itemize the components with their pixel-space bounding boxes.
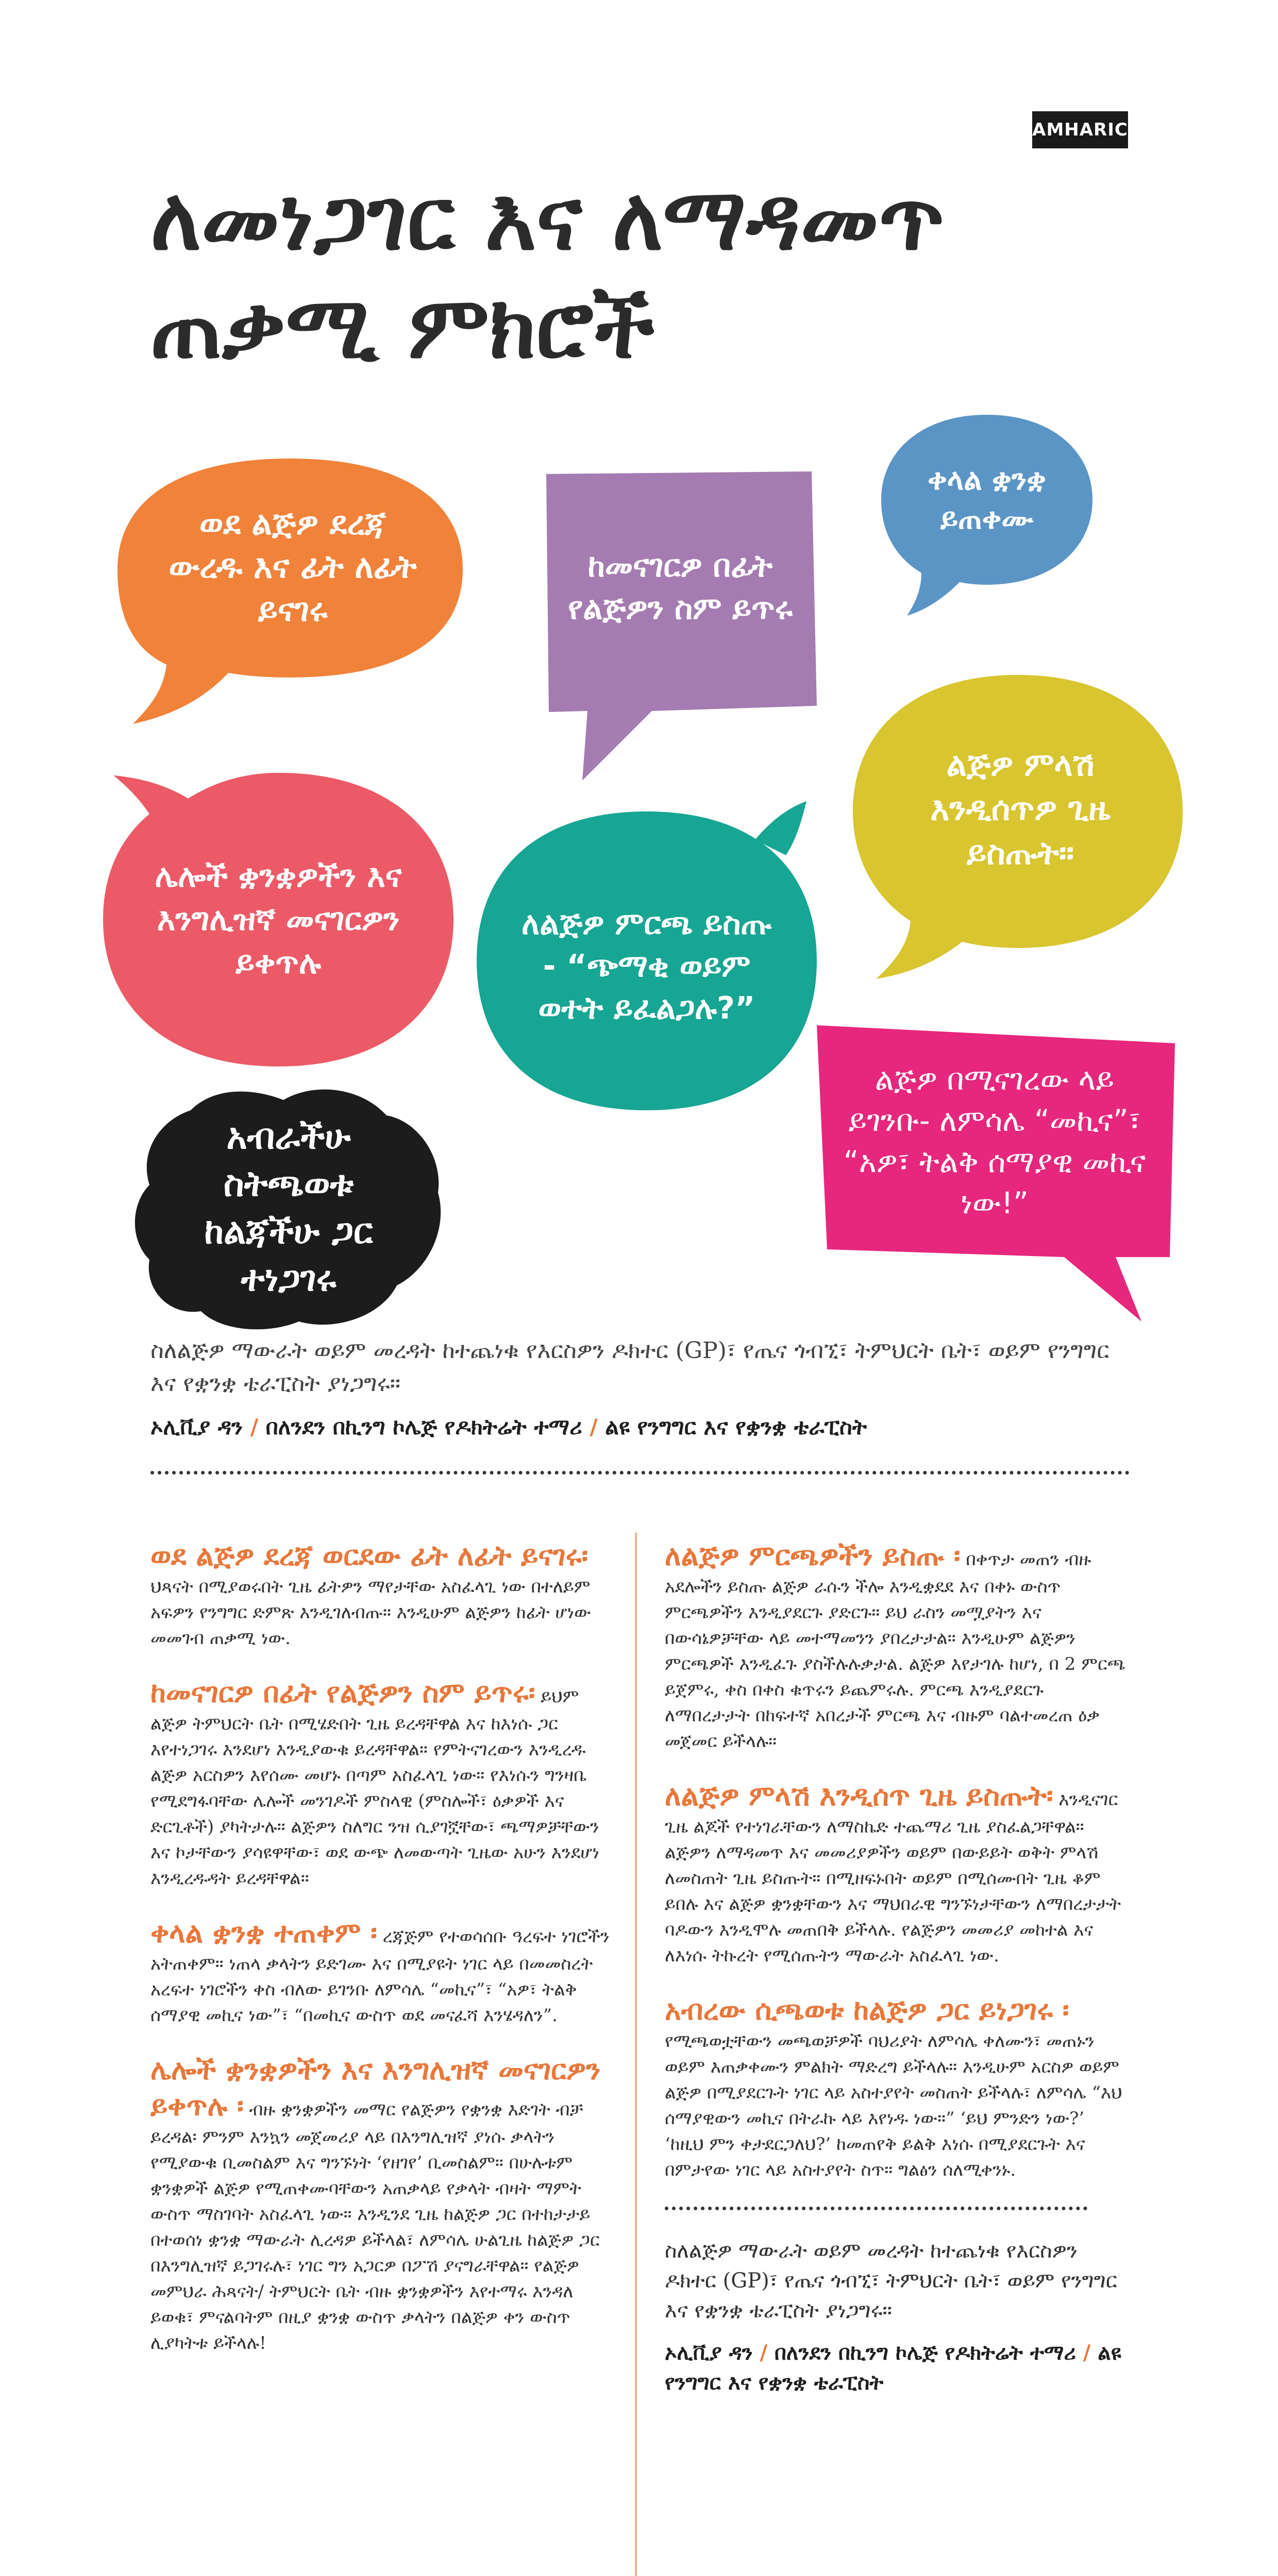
tip-give-choices: [665, 1538, 1129, 1754]
outro-author: [665, 2338, 1129, 2398]
outro-text: ስለልጅዎ ማውራት ወይም መረዳት ከተጨነቁ የእርስዎን ዶክተር (GP)፣ የጤና ጎብኚ፣ ትምህርት ቤት፣ ወይም የንግግር እና የቋንቋ ቴራፒስት ያነጋግሩ።: [665, 2239, 1117, 2323]
separator: /: [590, 1414, 606, 1439]
tip-heading: ለልጅዎ ምርጫዎችን ይስጡ ፡: [665, 1539, 961, 1572]
tip-heading: ወደ ልጅዎ ደረጃ ወርደው ፊት ለፊት ይናገሩ፡: [150, 1539, 588, 1572]
page-title: [150, 165, 1130, 381]
title-line-2: ጠቃሚ ምክሮች: [150, 277, 655, 378]
tip-talk-while-play: [665, 1992, 1129, 2183]
tip-say-name: [150, 1675, 614, 1891]
bubble-build-on-words-text: ልጅዎ በሚናገረው ላይ ይገንቡ- ለምሳሌ “መኪና”፣ “አዎ፣ ትልቅ ሰማያዊ መኪና ነው!”: [843, 1062, 1146, 1221]
author-name: ኦሊቪያ ዳን: [665, 2341, 753, 2365]
title-line-1: ለመነጋገር እና ለማዳመጥ: [150, 168, 945, 269]
bubble-say-name: [533, 464, 825, 788]
bubble-talk-while-play-text: አብራችሁ ስትጫወቱ ከልጃችሁ ጋር ተነጋገሩ: [204, 1116, 373, 1299]
tips-right-column: [665, 1538, 1129, 2398]
bubble-talk-while-play: [129, 1074, 448, 1342]
tip-body: ብዙ ቋንቋዎችን መማር የልጅዎን የቋንቋ እድገት ብቻ ይረዳል፡ ምንም እንኳን መጀመሪያ ላይ በእንግሊዝኛ ያነሱ ቃላትን የሚያውቁ ቢመስልም እና ግንኙነት ‘የዘገየ’ ቢመስልም። በሁሉቱም ቋንቋዎች ልጅዎ የሚጠቀሙባቸውን አጠቃላይ የቃላት ብዛት ማምት ውስጥ ማስገባት አስፈላጊ ነው። እንዲንደ ጊዜ ከልጅዎ ጋር በተከታታይ በተወሰነ ቋንቋ ማውራት ሊረዳዎ ይችላል፣ ለምሳሌ ሁልጊዜ ከልጅዎ ጋር በእንግሊዝኛ ይጋገሩሉ፣ ነገር ግን አጋርዎ በፖሽ ያናግራቸዋል። የልጅዎ መምህራ ሕጻናት/ ትምህርት ቤት ብዙ ቋንቋዎችን እየተማሩ እንዳለ ይወቁ፣ ምናልባትም በዚያ ቋንቋ ውስጥ ቃላትን በልጅዎ ቀን ውስጥ ሊያካትቱ ይችላሉ!: [150, 2099, 600, 2353]
tip-heading: ሌሎች ቋንቋዎችን እና እንግሊዝኛ መናገርዎን ይቀጥሉ ፡: [150, 2054, 601, 2122]
tip-heading: ቀላል ቋንቋ ተጠቀም ፡: [150, 1917, 377, 1949]
author-role-2: ልዩ የንግግር እና የቋንቋ ቴራፒስት: [665, 2341, 1121, 2395]
tip-body: ህጻናት በሚያወሩበት ጊዜ ፊትዎን ማየታቸው አስፈላጊ ነው በተለይም አፍዎን የንግግር ድምጽ እንዲገለብጡ። እንዲሁም ልጅዎን ከፊት ሆነው መመገብ ጠቃሚ ነው.: [150, 1577, 591, 1649]
language-badge: AMHARIC: [1032, 111, 1128, 148]
author-role-1: በለንደን በኪንግ ኮሌጅ የዶክትሬት ተማሪ: [265, 1414, 582, 1439]
tip-heading: ከመናገርዎ በፊት የልጅዎን ስም ይጥሩ፡: [150, 1676, 535, 1709]
author-name: ኦሊቪያ ዳን: [150, 1414, 243, 1439]
tip-other-languages: [150, 2052, 614, 2356]
bubble-give-choice-text: ለልጅዎ ምርጫ ይስጡ - “ጭማቂ ወይም ወተት ይፈልጋሉ?”: [522, 906, 772, 1026]
bubble-face-to-face-text: ወደ ልጅዎ ደረጃ ውረዱ እና ፊት ለፊት ይናገሩ: [169, 504, 417, 629]
tip-body: ይህም ልጅዎ ትምህርት ቤት በሚሄድበት ጊዜ ይረዳቸዋል እና ከእነሱ ጋር እየተነጋገሩ እንደሆነ እንዲያውቁ ይረዳቸዋል። የምትናገረውን እንዲረዱ ልጅዎ አርስዎን እየሰሙ መሆኑ በጣም አስፈላጊ ነው። የእነሱን ግንዛቤ የሚደግፋባቸው ሌሎች መንገዶች ምስላዊ (ምስሎች፣ ዕቃዎች እና ድርጊቶች) ያካትታሉ። ልጅዎን ስለግር ንዝ ሲያገኟቸው፣ ጫማዎቻቸውን እና ኮታቸውን ያሳዩዋቸው፣ ወደ ውጭ ለመውጣት ጊዜው አሁን እንደሆነ እንዲረዱዳት ይረዳቸዋል።: [150, 1686, 599, 1889]
bubble-say-name-text: ከመናገርዎ በፊት የልጅዎን ስም ይጥሩ: [568, 548, 793, 626]
bubble-build-on-words: [806, 1015, 1183, 1324]
divider: [150, 1471, 1130, 1475]
author-role-1: በለንደን በኪንግ ኮሌጅ የዶክትሬት ተማሪ: [775, 2341, 1076, 2365]
bubble-give-choice: [466, 791, 827, 1131]
tip-body: የሚጫወቷቸውን መጫወቻዎች ባህሪያት ለምሳሌ ቀለሙን፣ መጠኑን ወይም እጠቃቀሙን ምልክት ማድረግ ይችላሉ። እንዲሁም አርስዎ ወይም ልጅዎ በሚያደርጉት ነገር ላይ አስተያየት መስጠት ይችላሉ፣ ለምሳሌ “እህ ሰማያዊውን መኪና በትራኩ ላይ እየነዱ ነው።” ‘ይህ ምንድን ነው?’ ‘ከዚህ ምን ቀታደርጋለህ?’ ከመጠየቅ ይልቅ እነሱ በሚያደርጉት እና በምታየው ነገር ላይ አስተያየት ስጥ። ግልፅን ሰለሚቀንኑ.: [665, 2031, 1122, 2180]
divider: [665, 2207, 1087, 2210]
bubble-face-to-face: [112, 443, 468, 732]
bubble-simple-language-text: ቀላል ቋንቋ ይጠቀሙ: [928, 463, 1046, 536]
separator: /: [752, 2341, 775, 2365]
tip-simple-language: [150, 1915, 614, 2028]
bubble-other-languages-text: ሌሎች ቋንቋዎችን እና እንግሊዝኛ መናገርዎን ይቀጥሉ: [155, 858, 402, 981]
author-role-2: ልዩ የንግግር እና የቋንቋ ቴራፒስት: [605, 1414, 867, 1439]
bubble-time-respond-text: ልጅዎ ምላሽ እንዲሰጥዎ ጊዜ ይስጡት።: [930, 745, 1111, 872]
separator: /: [250, 1414, 266, 1439]
tip-body: በቀጥታ መጠን ብዙ አደሎችን ይስጡ ልጅዎ ራሱን ችሎ እንዲቋደደ እና በቀኑ ውስጥ ምርጫዎችን እንዲያደርጉ ያድርጉ። ይህ ራስን መሟያትን እና በውሳኔዎቻቸው ላይ መተማመንን ያበረታታል። እንዲሁም ልጅዎን ምርጫዎች እንዲፈጉ ያስችሉሉቃታል. ልጅዎ እየታገሉ ከሆነ, በ 2 ምርጫ ይጀምሩ, ቀስ በቀስ ቁጥሩን ይጨምሩሉ. ምርጫ እንዲያደርጉ ለማበረታታት በከፍተኛ አበረታች ምርጫ እና ብዙም ባልተመረጠ ዕቃ መጀመር ይችላሉ።: [665, 1549, 1125, 1752]
column-divider: [635, 1533, 637, 2576]
tip-time-respond: [665, 1778, 1129, 1969]
tip-heading: ለልጅዎ ምላሽ እንዲሰጥ ጊዜ ይስጡት፡: [665, 1780, 1053, 1812]
tips-left-column: [150, 1538, 614, 2380]
bubble-time-respond: [848, 665, 1190, 984]
tip-heading: አብረው ሲጫወቱ ከልጅዎ ጋር ይነጋገሩ ፡: [665, 1994, 1069, 2026]
separator: /: [1075, 2341, 1098, 2365]
tip-body: እንዲናገር ጊዜ ልጆች የተነገራቸውን ለማስኬድ ተጨማሪ ጊዜ ያስፈልጋቸዋል። ልጅዎን ለማዳመጥ እና መመሪያዎችን ወይም በውይይት ወቅት ምላሽ ለመስጠት ጊዜ ይስጡት። በሚዘፍኑበት ወይም በሚሰሙበት ጊዜ ቆም ይበሉ እና ልጅዎ ቋንቋቸውን እና ማህበራዊ ግንኙነታቸውን ለማበረታታት ባዶውን እንዲሞሉ መጠበቅ ይችላሉ. የልጅዎን መመሪያ መከተል እና ለእነሱ ትኩረት የሚሰጡትን ማውራት አስፈላጊ ነው.: [665, 1789, 1121, 1966]
tip-body: ረጃጅም የተወሳሰቡ ዓረፍተ ነገሮችን አትጠቀም። ነጠላ ቃላትን ይድገሙ እና በሚያዩት ነገር ላይ በመመስረት አረፍተ ነገሮችን ቀስ ብለው ይገንቡ ለምሳሌ “መኪና”፣ “አዎ፣ ትልቅ ሰማያዊ መኪና ነው”፣ “በመኪና ውስጥ ወደ መናፈሻ እንሄዳለን”.: [150, 1926, 610, 2026]
tip-face-to-face: [150, 1538, 614, 1651]
author-line: [150, 1414, 1130, 1440]
bubble-other-languages: [98, 762, 459, 1092]
bubble-simple-language: [876, 407, 1098, 623]
intro-text: ስለልጅዎ ማውራት ወይም መረዳት ከተጨነቁ የእርስዎን ዶክተር (GP)፣ የጤና ጎብኚ፣ ትምህርት ቤት፣ ወይም የንግግር እና የቋንቋ ቴራፒስት ያነጋግሩ።: [150, 1337, 1109, 1397]
